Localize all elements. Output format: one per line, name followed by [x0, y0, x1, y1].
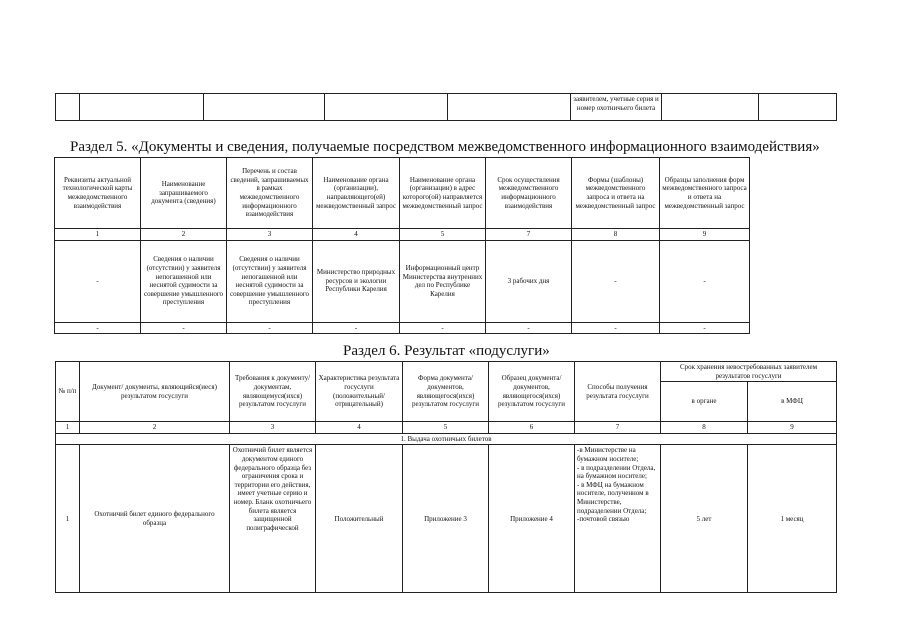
s5-cell-5: Информационный центр Министерства внутренних дел по Республике Карелия	[400, 240, 486, 322]
s5-header-5: Наименование органа (организации) в адрес которого(ой) направляется межведомственный запрос	[400, 158, 486, 229]
top-table	[55, 93, 837, 121]
s6-cell-form: Приложение 3	[403, 445, 489, 593]
s6-num-1: 1	[56, 422, 80, 434]
s6-num-8: 8	[661, 422, 748, 434]
s5-cell-6: 3 рабочих дня	[486, 240, 572, 322]
s5-cell-8: -	[660, 240, 750, 322]
s5-num-3: 3	[227, 229, 313, 241]
s6-header-storage-org: в органе	[661, 382, 748, 422]
section6-table	[55, 361, 837, 593]
top-table-row	[56, 94, 837, 121]
s6-header-req: Требования к документу/ документам, являющемуся(ихся) результатом госуслуги	[230, 362, 316, 422]
s5-num-2: 2	[141, 229, 227, 241]
s6-cell-sample: Приложение 4	[489, 445, 575, 593]
s6-num-6: 6	[489, 422, 575, 434]
s6-num-9: 9	[748, 422, 837, 434]
section6-number-row	[56, 422, 837, 434]
s5-num-5: 5	[400, 229, 486, 241]
s6-num-3: 3	[230, 422, 316, 434]
s6-header-doc: Документ/ документы, являющийся(иеся) результатом госуслуги	[80, 362, 230, 422]
s5-dash-2: -	[141, 322, 227, 334]
s6-num-2: 2	[80, 422, 230, 434]
s6-num-5: 5	[403, 422, 489, 434]
s6-num-4: 4	[316, 422, 403, 434]
s6-cell-storage-org: 5 лет	[661, 445, 748, 593]
top-table-note: заявителем, учетные серия и номер охотничьего билета	[571, 94, 662, 121]
s5-num-1: 1	[55, 229, 141, 241]
s5-header-1: Реквизиты актуальной технологической карты межведомственного взаимодействия	[55, 158, 141, 229]
s6-header-storage-mfc: в МФЦ	[748, 382, 837, 422]
s5-dash-4: -	[313, 322, 400, 334]
s6-cell-ways: -в Министерстве на бумажном носителе; - в подразделении Отдела, на бумажном носителе; - в МФЦ на бумажном носителе, полученном в Министерстве, подразделении Отдела; -почтовой связью	[575, 445, 661, 593]
section5-data-row	[55, 240, 750, 322]
s5-dash-5: -	[400, 322, 486, 334]
s5-num-4: 4	[313, 229, 400, 241]
section6-header-row-1	[56, 362, 837, 382]
s5-header-3: Перечень и состав сведений, запрашиваемых в рамках межведомственного информационного взаимодействия	[227, 158, 313, 229]
s6-cell-req: Охотничий билет является документом единого федерального образца без ограничения срока и территории его действия, имеет учетные серию и номер. Бланк охотничьего билета является защищенной полиграфической	[230, 445, 316, 593]
section5-header-row	[55, 158, 750, 229]
section5-number-row	[55, 229, 750, 241]
section6-data-row	[56, 445, 837, 593]
s5-cell-7: -	[572, 240, 660, 322]
s5-cell-4: Министерство природных ресурсов и экологии Республики Карелия	[313, 240, 400, 322]
s5-header-4: Наименование органа (организации), направляющего(ей) межведомственный запрос	[313, 158, 400, 229]
s5-header-7: Формы (шаблоны) межведомственного запроса и ответа на межведомственный запрос	[572, 158, 660, 229]
s6-header-storage: Срок хранения невостребованных заявителем результатов госуслуги	[661, 362, 837, 382]
section5-table	[54, 157, 750, 334]
s5-header-2: Наименование запрашиваемого документа (сведения)	[141, 158, 227, 229]
s6-cell-num: 1	[56, 445, 80, 593]
s6-header-char: Характеристика результата госуслуги (положительный/ отрицательный)	[316, 362, 403, 422]
s6-cell-doc: Охотничий билет единого федерального образца	[80, 445, 230, 593]
s5-header-8: Образцы заполнения форм межведомственного запроса и ответа на межведомственный запрос	[660, 158, 750, 229]
s5-dash-8: -	[660, 322, 750, 334]
s5-dash-1: -	[55, 322, 141, 334]
s6-header-ways: Способы получения результата госуслуги	[575, 362, 661, 422]
s6-header-num: № п/п	[56, 362, 80, 422]
s6-subheader: 1. Выдача охотничьих билетов	[56, 433, 837, 445]
section6-subheader-row	[56, 433, 837, 445]
s5-dash-3: -	[227, 322, 313, 334]
section5-dash-row	[55, 322, 750, 334]
s5-header-6: Срок осуществления межведомственного информационного взаимодействия	[486, 158, 572, 229]
s5-cell-3: Сведения о наличии (отсутствии) у заявителя непогашенной или неснятой судимости за совершение умышленного преступления	[227, 240, 313, 322]
s6-header-form: Форма документа/ документов, являющегося(ихся) результатом госуслуги	[403, 362, 489, 422]
section6-title: Раздел 6. Результат «подуслуги»	[343, 343, 550, 359]
s6-header-sample: Образец документа/ документов, являющегося(ихся) результатом госуслуги	[489, 362, 575, 422]
s5-cell-1: -	[55, 240, 141, 322]
section5-title: Раздел 5. «Документы и сведения, получаемые посредством межведомственного информационного взаимодействия»	[70, 139, 820, 155]
s5-num-7: 8	[572, 229, 660, 241]
s5-dash-6: -	[486, 322, 572, 334]
s5-num-8: 9	[660, 229, 750, 241]
s5-cell-2: Сведения о наличии (отсутствии) у заявителя непогашенной или неснятой судимости за совершение умышленного преступления	[141, 240, 227, 322]
s6-cell-storage-mfc: 1 месяц	[748, 445, 837, 593]
s6-cell-char: Положительный	[316, 445, 403, 593]
s5-dash-7: -	[572, 322, 660, 334]
s5-num-6: 7	[486, 229, 572, 241]
s6-num-7: 7	[575, 422, 661, 434]
